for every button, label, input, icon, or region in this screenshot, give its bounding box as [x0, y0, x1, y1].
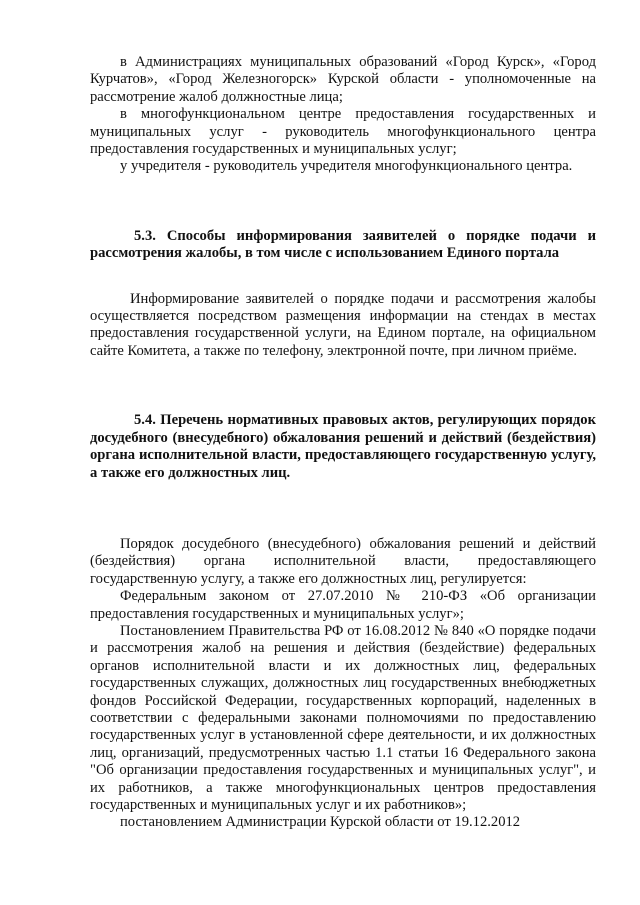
document-page — [90, 54, 596, 832]
paragraph-administration-resolution: постановлением Администрации Курской области от 19.12.2012 — [120, 814, 521, 831]
paragraph-administrations: в Администрациях муниципальных образований «Город Курск», «Город Курчатов», «Город Железногорск» Курской области - уполномоченные на рассмотрение жалоб должностные лица; — [90, 54, 596, 105]
paragraph-federal-law: Федеральным законом от 27.07.2010 № 210-ФЗ «Об организации предоставления государственных и муниципальных услуг»; — [90, 588, 596, 622]
paragraph-informing: Информирование заявителей о порядке подачи и рассмотрения жалобы осуществляется посредством размещения информации на стендах в местах предоставления государственной услуги, на Едином портале, на официальном сайте Комитета, а также по телефону, электронной почте, при личном приёме. — [90, 290, 596, 359]
paragraph-government-resolution: Постановлением Правительства РФ от 16.08.2012 № 840 «О порядке подачи и рассмотрения жалоб на решения и действия (бездействие) федеральных органов исполнительной власти и их должностных лиц, федеральных государственных служащих, должностных лиц государственных внебюджетных фондов Российской Федерации, государственных корпораций, наделенных в соответствии с федеральными законами полномочиями по предоставлению государственных услуг в установленной сфере деятельности, и их должностных лиц, организаций, предусмотренных частью 1.1 статьи 16 Федерального закона "Об организации предоставления государственных и муниципальных услуг", и их работников, а также многофункциональных центров предоставления государственных и муниципальных услуг и их работников»; — [90, 622, 596, 813]
paragraph-appeal-order: Порядок досудебного (внесудебного) обжалования решений и действий (бездействия) органа исполнительной власти, предоставляющего государственную услугу, а также его должностных лиц, регулируется: — [90, 535, 596, 587]
section-heading-5-3: 5.3. Способы информирования заявителей о порядке подачи и рассмотрения жалобы, в том числе с использованием Единого портала — [90, 227, 596, 262]
section-heading-5-4: 5.4. Перечень нормативных правовых актов, регулирующих порядок досудебного (внесудебного) обжалования решений и действий (бездействия) органа исполнительной власти, предоставляющего государственную услугу, а также его должностных лиц. — [90, 412, 596, 481]
paragraph-founder: у учредителя - руководитель учредителя многофункционального центра. — [120, 158, 573, 175]
paragraph-mfc-head: в многофункциональном центре предоставления государственных и муниципальных услуг - руководитель многофункционального центра предоставления государственных и муниципальных услуг; — [90, 106, 596, 158]
